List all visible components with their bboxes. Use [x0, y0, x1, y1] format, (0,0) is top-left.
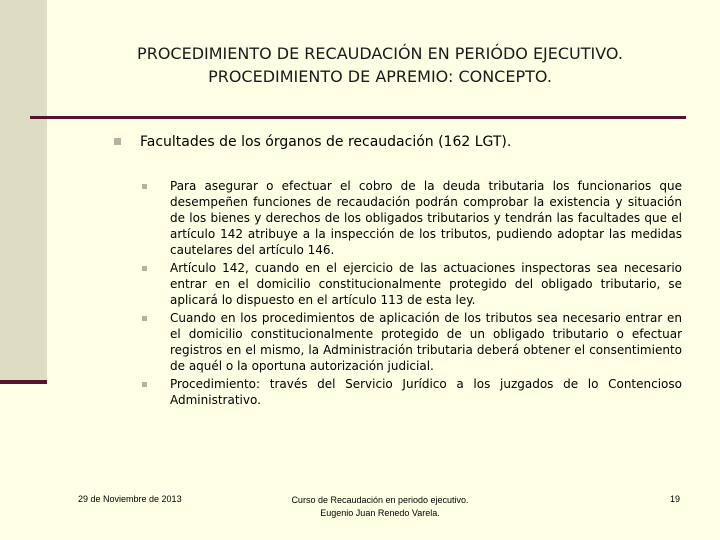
slide-title-line-1: PROCEDIMIENTO DE RECAUDACIÓN EN PERIÓDO EJECUTIVO. — [137, 44, 623, 63]
sub-bullet-text: Artículo 142, cuando en el ejercicio de las actuaciones inspectoras sea necesario entrar en el domicilio constitucionalmente protegido del obligado tributario, se aplicará lo dispuesto en el artículo 113 de esta ley. — [170, 261, 682, 307]
footer-course-info — [250, 494, 510, 520]
square-bullet-icon — [142, 316, 147, 321]
slide-title-line-2: PROCEDIMIENTO DE APREMIO: CONCEPTO. — [208, 67, 552, 86]
square-bullet-icon — [142, 184, 147, 189]
sub-bullet-item — [142, 376, 682, 408]
square-bullet-icon — [142, 266, 147, 271]
square-bullet-icon — [114, 138, 121, 145]
title-divider — [30, 116, 686, 119]
sub-bullet-text: Para asegurar o efectuar el cobro de la deuda tributaria los funcionarios que desempeñen funciones de recaudación podrán comprobar la existencia y situación de los bienes y derechos de los obligados tributarios y tendrán las facultades que el artículo 142 atribuye a la inspección de los tributos, pudiendo adoptar las medidas cautelares del artículo 146. — [170, 179, 682, 257]
footer-course-title: Curso de Recaudación en periodo ejecutivo. — [291, 495, 469, 505]
slide-title — [60, 42, 700, 88]
main-bullet-text: Facultades de los órganos de recaudación (162 LGT). — [140, 134, 512, 150]
sub-bullet-item — [142, 178, 682, 258]
sub-bullet-item — [142, 260, 682, 308]
left-strip-accent-line — [0, 380, 47, 384]
page-number: 19 — [669, 494, 680, 504]
sub-bullet-text: Procedimiento: través del Servicio Jurídico a los juzgados de lo Contencioso Administrativo. — [170, 377, 682, 407]
square-bullet-icon — [142, 382, 147, 387]
footer-author: Eugenio Juan Renedo Varela. — [320, 508, 440, 518]
sub-bullet-list — [142, 178, 682, 410]
sub-bullet-text: Cuando en los procedimientos de aplicación de los tributos sea necesario entrar en el domicilio constitucionalmente protegido de un obligado tributario o efectuar registros en el mismo, la Administración tributaria deberá obtener el consentimiento de aquél o la oportuna autorización judicial. — [170, 311, 682, 373]
sub-bullet-item — [142, 310, 682, 374]
left-decorative-strip — [0, 0, 47, 384]
footer-date: 29 de Noviembre de 2013 — [78, 494, 182, 504]
